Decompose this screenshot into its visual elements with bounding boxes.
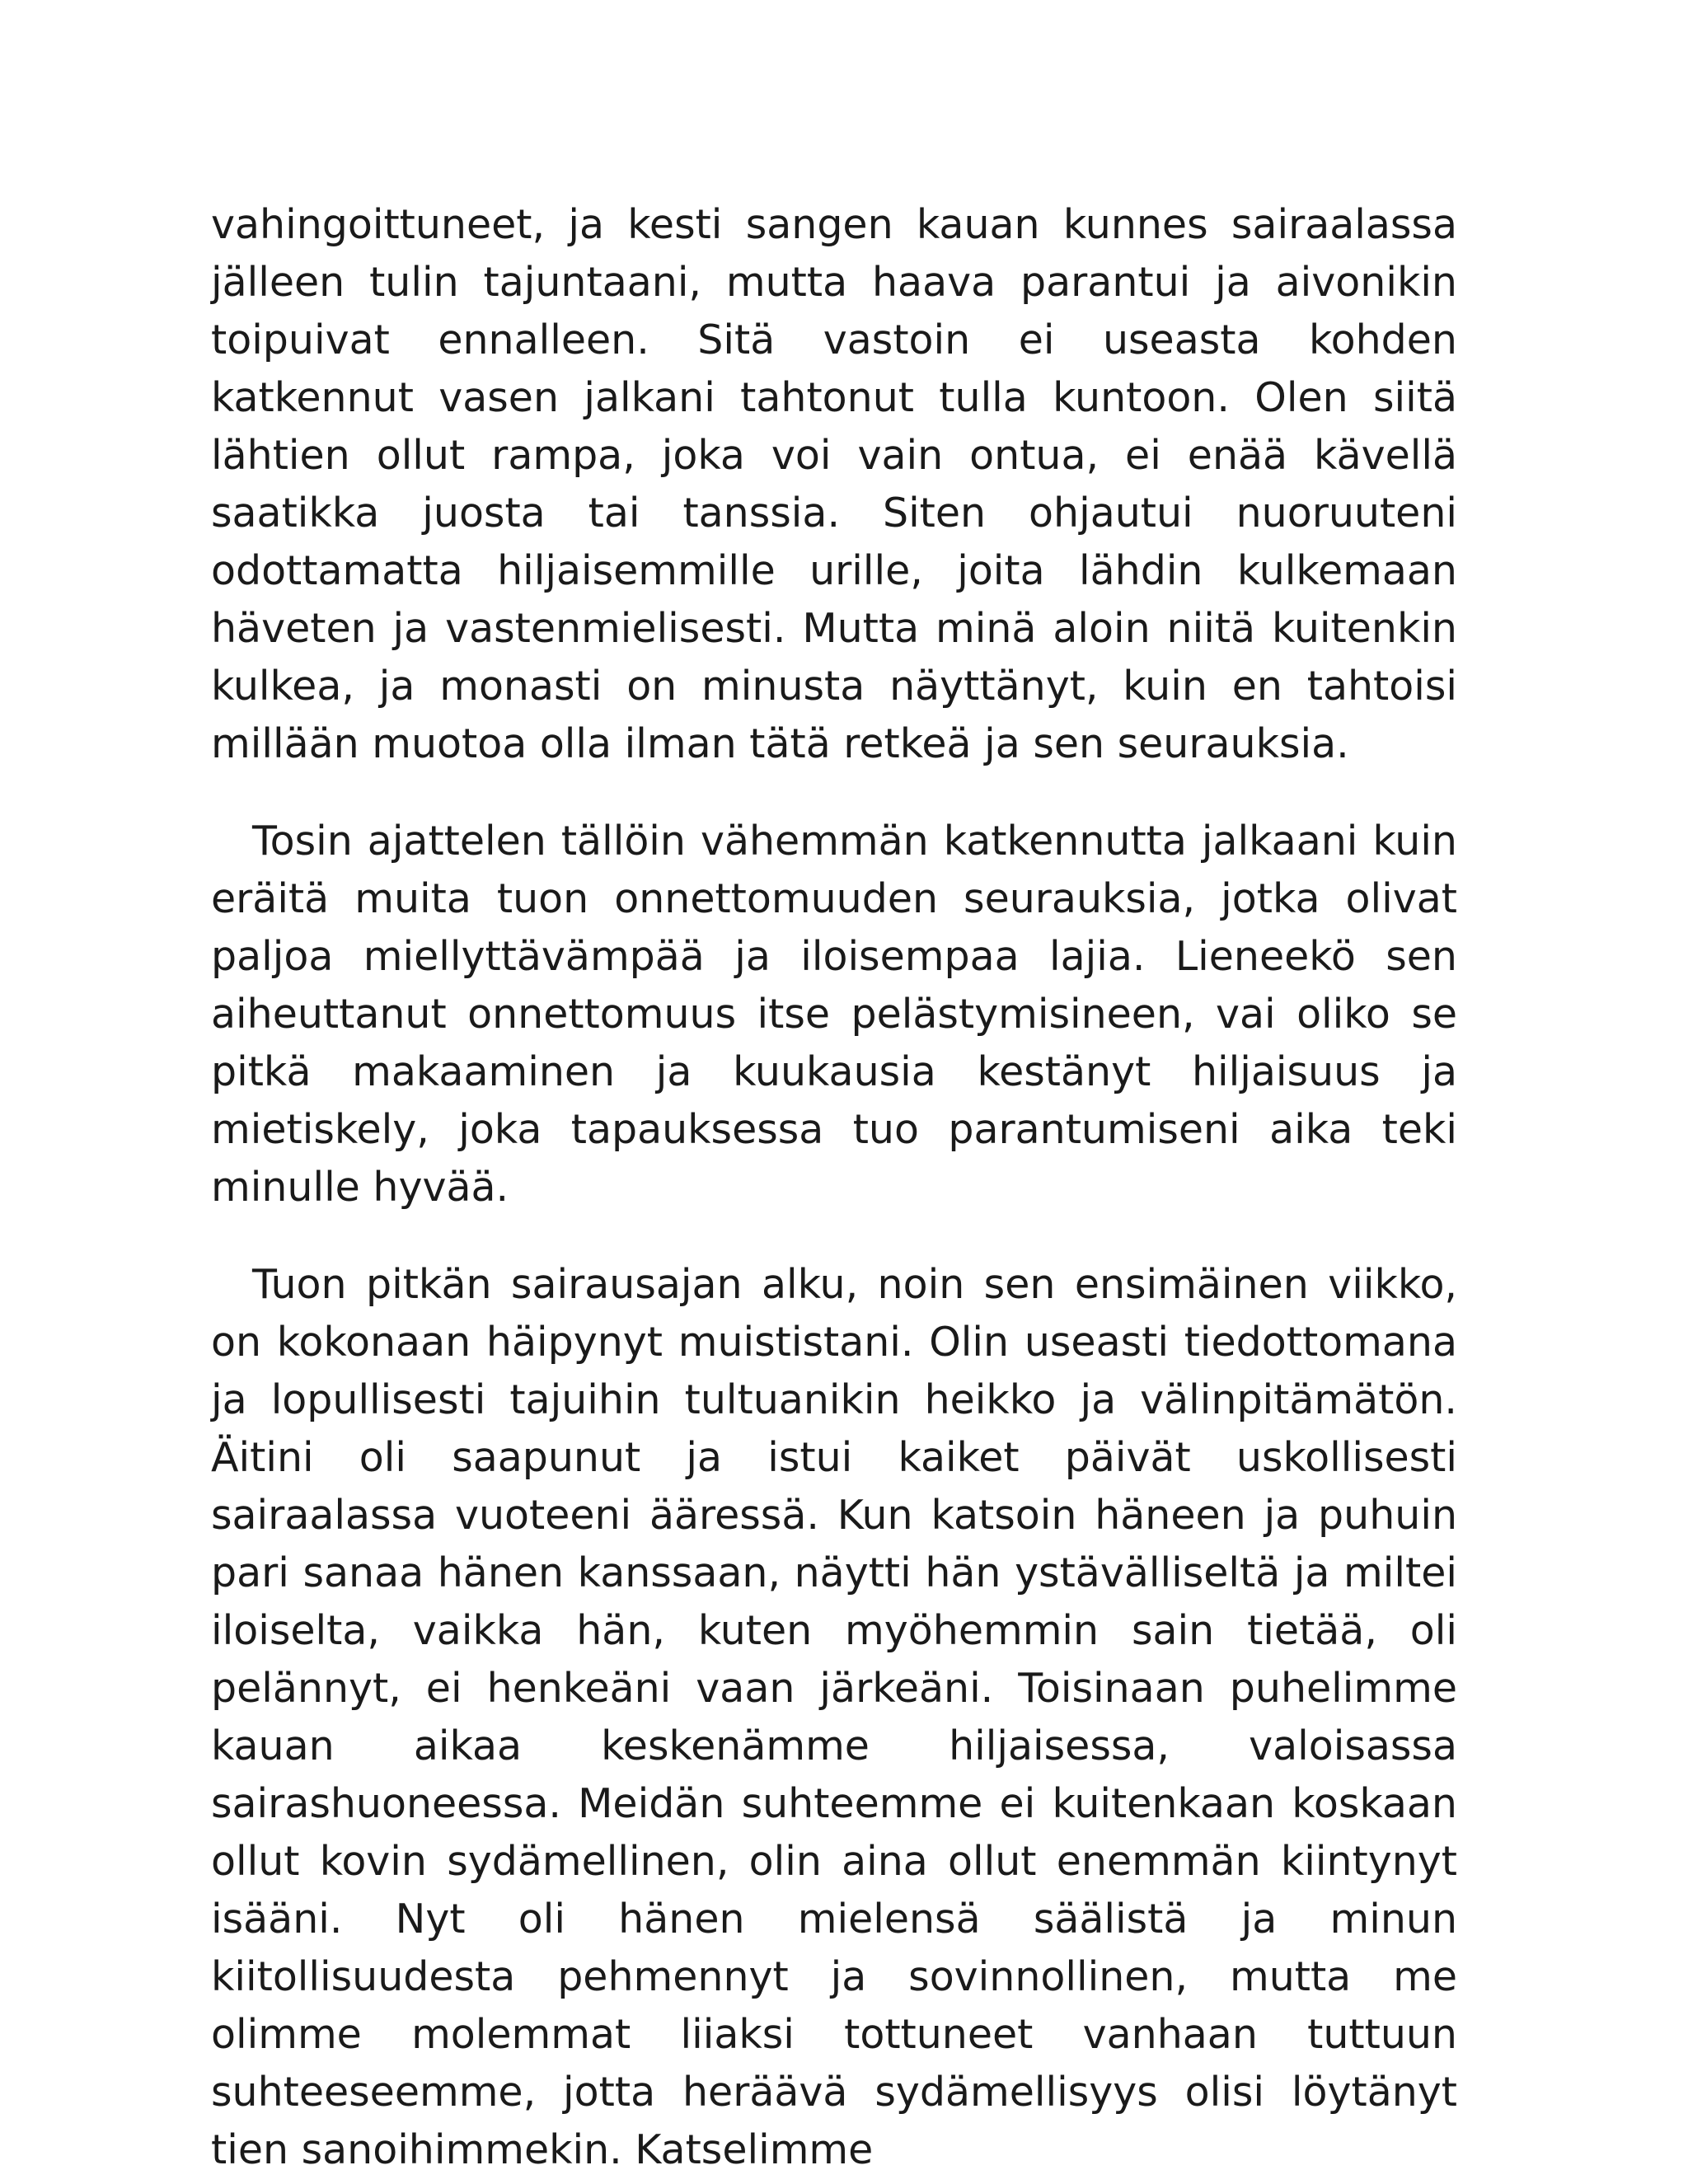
paragraph-3: Tuon pitkän sairausajan alku, noin sen ensimäinen viikko, on kokonaan häipynyt muististani. Olin useasti tiedottomana ja lopullisesti tajuihin tultuanikin heikko ja välinpitämätön. Äitini oli saapunut ja istui kaiket päivät uskollisesti sairaalassa vuoteeni ääressä. Kun katsoin häneen ja puhuin pari sanaa hänen kanssaan, näytti hän ystävälliseltä ja miltei iloiselta, vaikka hän, kuten myöhemmin sain tietää, oli pelännyt, ei henkeäni vaan järkeäni. Toisinaan puhelimme kauan aikaa keskenämme hiljaisessa, valoisassa sairashuoneessa. Meidän suhteemme ei kuitenkaan koskaan ollut kovin sydämellinen, olin aina ollut enemmän kiintynyt isääni. Nyt oli hänen mielensä säälistä ja minun kiitollisuudesta pehmennyt ja sovinnollinen, mutta me olimme molemmat liiaksi tottuneet vanhaan tuttuun suhteeseemme, jotta heräävä sydämellisyys olisi löytänyt tien sanoihimmekin. Katselimme xyxy=(211,1261,1457,2173)
body-text xyxy=(211,196,1457,2179)
paragraph-2: Tosin ajattelen tällöin vähemmän katkennutta jalkaani kuin eräitä muita tuon onnettomuuden seurauksia, jotka olivat paljoa miellyttävämpää ja iloisempaa lajia. Lieneekö sen aiheuttanut onnettomuus itse pelästymisineen, vai oliko se pitkä makaaminen ja kuukausia kestänyt hiljaisuus ja mietiskely, joka tapauksessa tuo parantumiseni aika teki minulle hyvää. xyxy=(211,818,1457,1211)
paragraph-1: vahingoittuneet, ja kesti sangen kauan kunnes sairaalassa jälleen tulin tajuntaani, mutta haava parantui ja aivonikin toipuivat ennalleen. Sitä vastoin ei useasta kohden katkennut vasen jalkani tahtonut tulla kuntoon. Olen siitä lähtien ollut rampa, joka voi vain ontua, ei enää kävellä saatikka juosta tai tanssia. Siten ohjautui nuoruuteni odottamatta hiljaisemmille urille, joita lähdin kulkemaan häveten ja vastenmielisesti. Mutta minä aloin niitä kuitenkin kulkea, ja monasti on minusta näyttänyt, kuin en tahtoisi millään muotoa olla ilman tätä retkeä ja sen seurauksia. xyxy=(211,201,1457,767)
